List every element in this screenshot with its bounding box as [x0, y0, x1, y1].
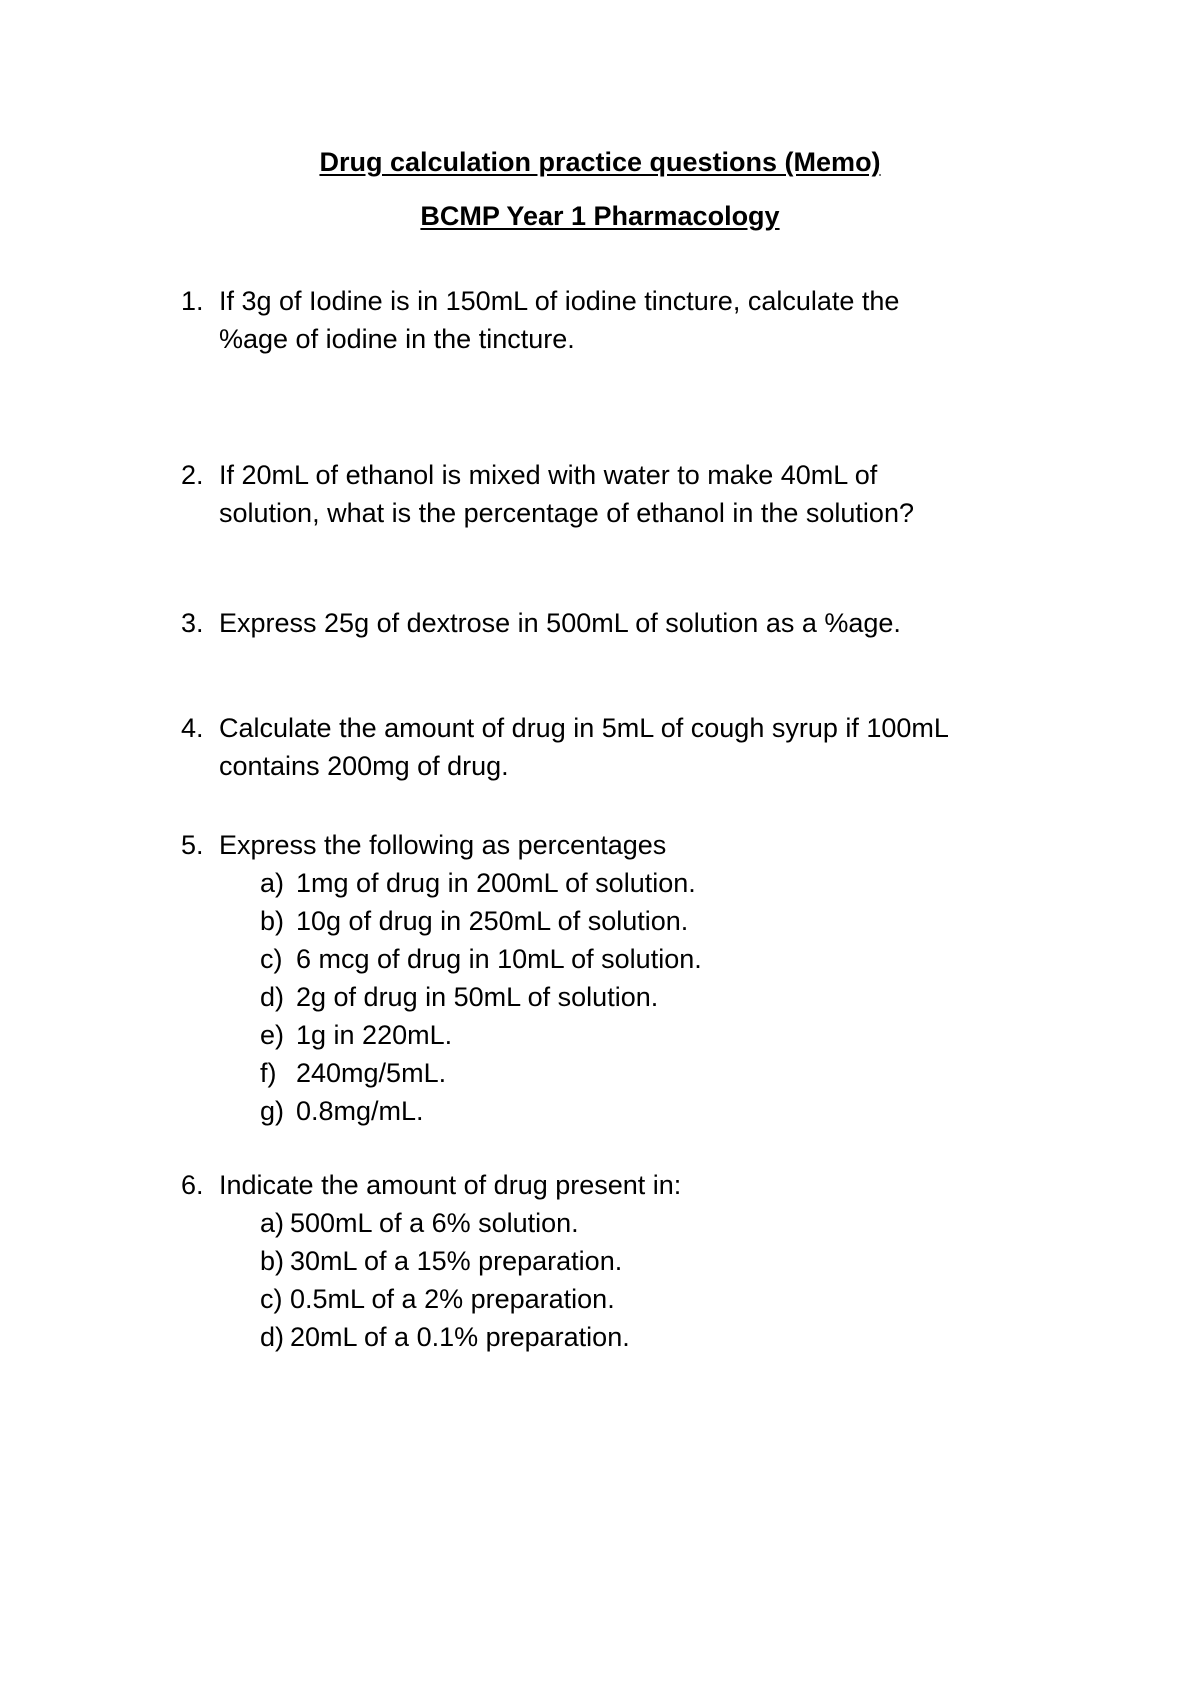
part-text: 1g in 220mL.: [296, 1020, 453, 1050]
question-text: Calculate the amount of drug in 5mL of cough syrup if 100mL contains 200mg of drug.: [219, 713, 949, 781]
part-letter: g): [260, 1096, 285, 1126]
question-text: If 3g of Iodine is in 150mL of iodine tincture, calculate the %age of iodine in the tincture.: [219, 286, 900, 354]
part-letter: e): [260, 1020, 285, 1050]
question-number: 3.: [181, 608, 204, 638]
part-letter: c): [260, 1284, 283, 1314]
part-letter: d): [260, 1322, 285, 1352]
part-text: 1mg of drug in 200mL of solution.: [296, 868, 696, 898]
part-letter: d): [260, 982, 285, 1012]
part-text: 30mL of a 15% preparation.: [290, 1246, 623, 1276]
question-text: Indicate the amount of drug present in:: [219, 1170, 682, 1200]
question-number: 2.: [181, 460, 204, 490]
part-text: 20mL of a 0.1% preparation.: [290, 1322, 630, 1352]
part-text: 0.8mg/mL.: [296, 1096, 424, 1126]
part-text: 6 mcg of drug in 10mL of solution.: [296, 944, 702, 974]
document-title: Drug calculation practice questions (Memo): [319, 147, 881, 177]
question-text: Express 25g of dextrose in 500mL of solution as a %age.: [219, 608, 901, 638]
part-text: 2g of drug in 50mL of solution.: [296, 982, 659, 1012]
part-text: 0.5mL of a 2% preparation.: [290, 1284, 615, 1314]
part-letter: b): [260, 906, 285, 936]
question-text: Express the following as percentages: [219, 830, 667, 860]
part-letter: a): [260, 1208, 285, 1238]
part-letter: f): [260, 1058, 277, 1088]
document-subtitle: BCMP Year 1 Pharmacology: [420, 201, 780, 231]
question-text: If 20mL of ethanol is mixed with water to make 40mL of solution, what is the percentage of ethanol in the solution?: [219, 460, 914, 528]
question-number: 1.: [181, 286, 204, 316]
question-number: 5.: [181, 830, 204, 860]
question-number: 6.: [181, 1170, 204, 1200]
part-letter: c): [260, 944, 283, 974]
part-text: 500mL of a 6% solution.: [290, 1208, 579, 1238]
part-letter: b): [260, 1246, 285, 1276]
part-text: 10g of drug in 250mL of solution.: [296, 906, 689, 936]
part-text: 240mg/5mL.: [296, 1058, 447, 1088]
part-letter: a): [260, 868, 285, 898]
question-number: 4.: [181, 713, 204, 743]
